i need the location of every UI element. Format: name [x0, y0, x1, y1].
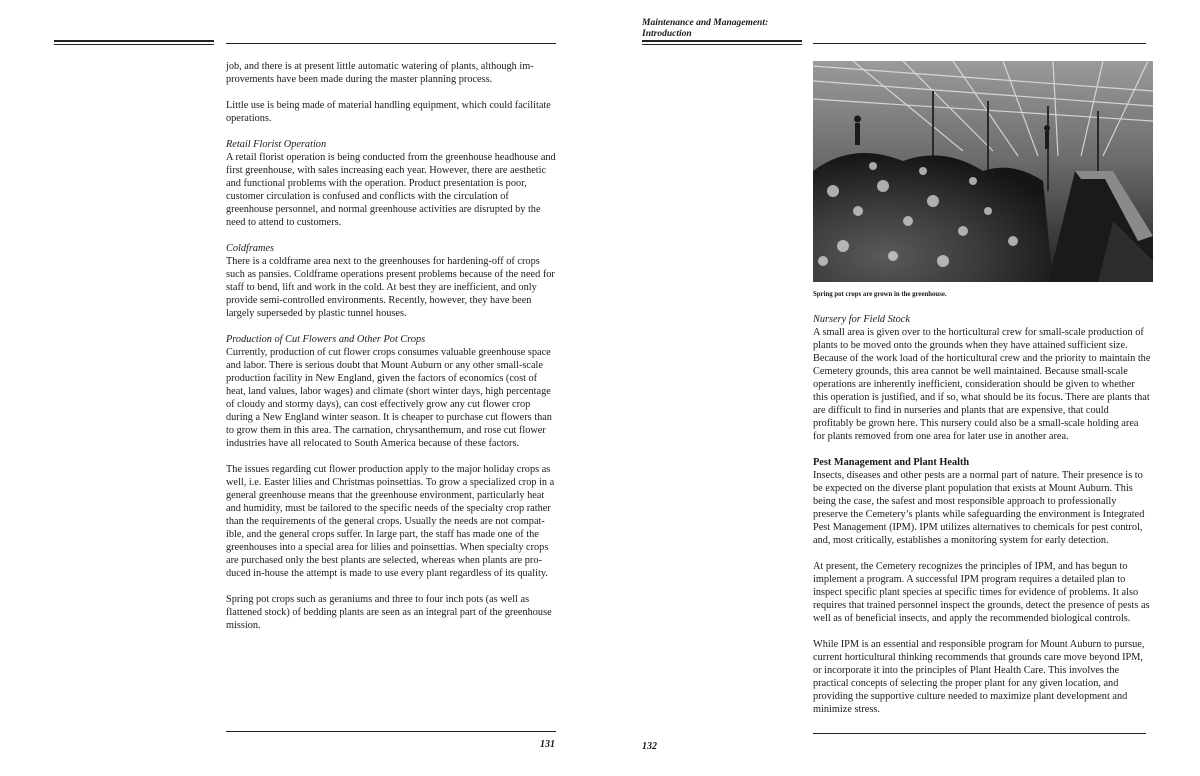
- page-number-left: 131: [540, 739, 555, 750]
- section-retail-florist: [226, 138, 558, 229]
- text-coldframes: There is a coldframe area next to the greenhouses for hardening-off of crops such as pansies. Coldframe operations present problems because of the need for staff to bend, lift and work in the cold. At best they are inefficient, and only provide semi-controlled environments. Recently, however, they have been largely superseded by plastic tunnel houses.: [226, 256, 555, 319]
- paragraph-plant-health-care: While IPM is an essential and responsible program for Mount Auburn to pursue, current horticultural thinking recommends that grounds care move beyond IPM, or incorporate it into the principles of Plant Health Care. This involves the practical concepts of selecting the proper plant for any given location, and providing the supportive culture needed to maximize plant development and minimize stress.: [813, 639, 1145, 715]
- section-coldframes: [226, 242, 558, 320]
- heading-cut-flowers: Production of Cut Flowers and Other Pot Crops: [226, 334, 426, 345]
- paragraph-spring-pot-crops: Spring pot crops such as geraniums and three to four inch pots (as well as flattened stock) of bedding plants are seen as an integral part of the greenhouse mission.: [226, 594, 552, 631]
- text-nursery: A small area is given over to the horticultural crew for small-scale production of plants to be moved onto the grounds when they have attained sufficient size. Because of the work load of the horticultural crew and the priority to maintain the Cemetery grounds, this area cannot be well maintained. Because small-scale operations are inherently inefficient, consideration should be given to whether this operation is justified, and if so, what should be its focus. There are plants that are difficult to find in nurseries and plants that are expensive, that could profitably be grown here. This nursery could also be a small-scale holding area for plants removed from one area for later use in another area.: [813, 327, 1151, 442]
- paragraph-material-handling: Little use is being made of material handling equipment, which could facilitate operations.: [226, 100, 551, 124]
- running-header-line2: Introduction: [642, 29, 692, 39]
- section-cut-flowers: [226, 333, 558, 450]
- left-top-rule: [226, 43, 556, 44]
- heading-retail-florist: Retail Florist Operation: [226, 139, 327, 150]
- heading-pest-management: Pest Management and Plant Health: [813, 457, 970, 468]
- heading-coldframes: Coldframes: [226, 243, 275, 254]
- right-top-double-rule-a: [642, 40, 802, 42]
- photo-caption: Spring pot crops are grown in the greenhouse.: [813, 291, 947, 298]
- right-top-double-rule-b: [642, 44, 802, 45]
- section-nursery: [813, 313, 1151, 443]
- paragraph-holiday-crops: The issues regarding cut flower production apply to the major holiday crops as well, i.e. Easter lilies and Christmas poinsettias. To grow a specialized crop in a general greenhouse means that the greenhouse environment, particularly heat and humidity, must be tailored to the specific needs of the specialty crop rather than the requirements of the general crops. Usually the needs are not compat-ible, and the general crops suffer. In large part, the staff has made one of the greenhouses into a special area for lilies and poinsettias. When specialty crops are purchased only the best plants are selected, whereas when plants are pro-duced in-house the attempt is made to use every plant regardless of its quality.: [226, 464, 555, 579]
- text-retail-florist: A retail florist operation is being conducted from the greenhouse headhouse and first greenhouse, with sales increasing each year. However, there are aesthetic and functional problems with the operation. Product presentation is poor, customer circulation is confused and conflicts with the circulation of greenhouse personnel, and normal greenhouse activities are disrupted by the need to attend to customers.: [226, 152, 556, 228]
- section-pest-management: [813, 456, 1151, 547]
- left-text-column: [226, 60, 558, 645]
- running-header: [642, 18, 768, 40]
- paragraph-watering: job, and there is at present little automatic watering of plants, although im-provements have been made during the master planning process.: [226, 61, 534, 85]
- running-header-line1: Maintenance and Management:: [642, 18, 769, 28]
- page-number-right: 132: [642, 741, 657, 752]
- left-top-double-rule-a: [54, 40, 214, 42]
- left-top-double-rule-b: [54, 44, 214, 45]
- left-bottom-rule: [226, 731, 556, 732]
- greenhouse-photo: [813, 61, 1153, 282]
- text-pest-management: Insects, diseases and other pests are a normal part of nature. Their presence is to be expected on the diverse plant population that exists at Mount Auburn. This being the case, the safest and most responsible approach to professionally preserve the Cemetery’s plants while safeguarding the environment is Integrated Pest Management (IPM). IPM utilizes alternatives to chemicals for pest control, and, most critically, establishes a monitoring system for early detection.: [813, 470, 1145, 546]
- text-cut-flowers: Currently, production of cut flower crops consumes valuable greenhouse space and labor. There is serious doubt that Mount Auburn or any other small-scale production facility in New England, given the factors of economics (cost of heat, land values, labor wages) and climate (short winter days, high percentage of cloudy and stormy days), can cost effectively grow any cut flower crop during a New England winter season. It is cheaper to purchase cut flowers than to grow them in this area. The carnation, chrysanthemum, and rose cut flower industries have all relocated to South America because of these factors.: [226, 347, 552, 449]
- paragraph-ipm-program: At present, the Cemetery recognizes the principles of IPM, and has begun to implement a program. A successful IPM program requires a detailed plan to inspect specific plant species at specific times for evidence of problems. It also requires that trained personnel inspect the grounds, detect the presence of pests as well as of beneficial insects, and apply the recommended biological controls.: [813, 561, 1150, 624]
- right-text-column: [813, 313, 1151, 729]
- right-bottom-rule: [813, 733, 1146, 734]
- right-top-rule: [813, 43, 1146, 44]
- heading-nursery: Nursery for Field Stock: [813, 314, 910, 325]
